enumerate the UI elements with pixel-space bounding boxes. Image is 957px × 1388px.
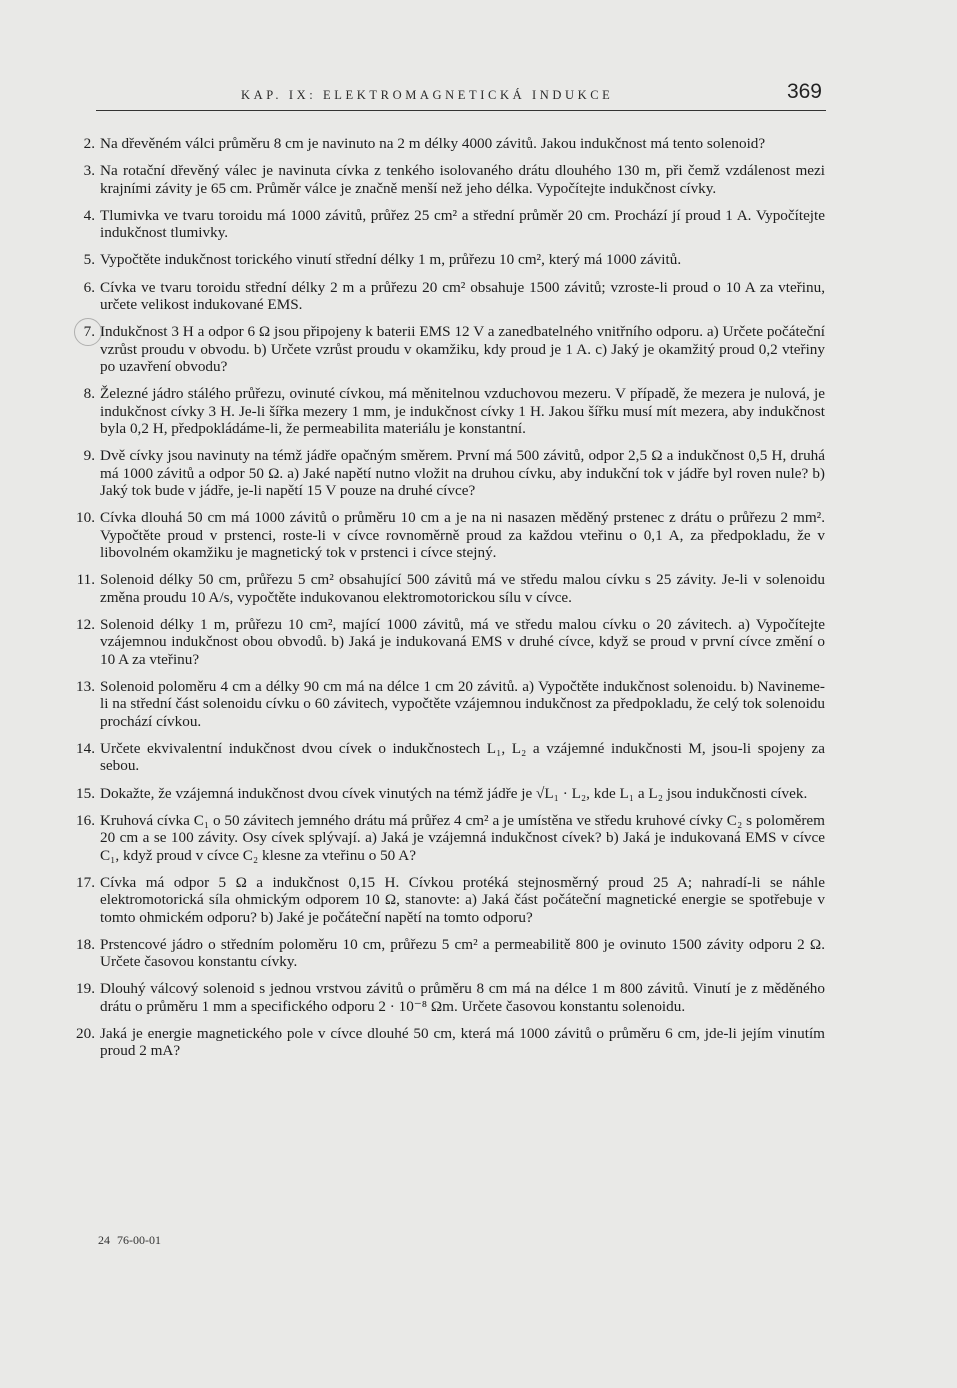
- page-header: [96, 80, 826, 111]
- problem-list: [70, 135, 825, 1070]
- printer-signature: 24 76-00-01: [98, 1233, 161, 1247]
- problem-text: Cívka dlouhá 50 cm má 1000 závitů o průměru 10 cm a je na ni nasazen měděný prstenec z drátu o průřezu 2 mm². Vypočtěte proud v prstenci, roste-li v cívce rovnoměrně proud za každou vteřinu o 0,1 A, za předpokladu, že v libovolném okamžiku je magnetický tok v prstenci i cívce stejný.: [100, 509, 825, 562]
- problem-text: Indukčnost 3 H a odpor 6 Ω jsou připojeny k baterii EMS 12 V a zanedbatelného vnitřního odporu. a) Určete počáteční vzrůst proudu v obvodu. b) Určete vzrůst proudu v okamžiku, kdy proud je 1 A. c) Jaký je okamžitý proud 0,2 vteřiny po uzavření obvodu?: [100, 323, 825, 376]
- problem-number: 16.: [76, 811, 95, 829]
- problem-text: Vypočtěte indukčnost torického vinutí střední délky 1 m, průřezu 10 cm², který má 1000 závitů.: [100, 251, 682, 269]
- problem-number: 18.: [76, 935, 95, 953]
- problem-text: Solenoid poloměru 4 cm a délky 90 cm má na délce 1 cm 20 závitů. a) Vypočtěte indukčnost solenoidu. b) Navineme-li na střední část solenoidu cívku o 60 závitech, vypočtěte vzájemnou indukčnost za předpokladu, že celý tok solenoidu prochází cívkou.: [100, 677, 825, 730]
- problem-item: [70, 385, 825, 437]
- problem-item: [70, 135, 825, 152]
- problem-item: [70, 1025, 825, 1060]
- problem-text: Dlouhý válcový solenoid s jednou vrstvou závitů o průměru 8 cm má na délce 1 m 800 závitů. Vinutí je z měděného drátu o průměru 1 mm a specifického odporu 2 · 10⁻⁸ Ωm. Určete časovou konstantu solenoidu.: [100, 980, 825, 1015]
- problem-text: Solenoid délky 50 cm, průřezu 5 cm² obsahující 500 závitů má ve středu malou cívku s 25 závity. Je-li v solenoidu změna proudu 10 A/s, vypočtěte indukovanou elektromotorickou sílu v cívce.: [100, 571, 825, 606]
- problem-number: 15.: [76, 784, 95, 802]
- problem-item: [70, 251, 825, 268]
- problem-item: [70, 936, 825, 971]
- problem-number: 6.: [83, 278, 95, 296]
- problem-text: Železné jádro stálého průřezu, ovinuté cívkou, má měnitelnou vzduchovou mezeru. V případě, že mezera je nulová, je indukčnost cívky 3 H. Je-li šířka mezery 1 mm, je indukčnost cívky 1 H. Jakou šířku musí mít mezera, aby indukčnost byla 0,2 H, předpokládáme-li, že permeabilita materiálu je konstantní.: [100, 385, 825, 438]
- problem-number: 5.: [83, 251, 95, 269]
- problem-text: Cívka ve tvaru toroidu střední délky 2 m a průřezu 20 cm² obsahuje 1500 závitů; vzroste-li proud o 10 A za vteřinu, určete velikost indukované EMS.: [100, 278, 825, 314]
- problem-item: [70, 162, 825, 197]
- problem-text: Tlumivka ve tvaru toroidu má 1000 závitů, průřez 25 cm² a střední průměr 20 cm. Prochází jí proud 1 A. Vypočítejte indukčnost tlumivky.: [100, 206, 825, 242]
- problem-text: Cívka má odpor 5 Ω a indukčnost 0,15 H. Cívkou protéká stejnosměrný proud 25 A; nahradí-li se náhle elektromotorická síla ohmickým odporem 10 Ω, stanovte: a) Jaká část počáteční magnetické energie se spotřebuje v tomto ohmickém odporu? b) Jaké je počáteční napětí na tomto odporu?: [100, 873, 825, 926]
- problem-item: [70, 323, 825, 375]
- problem-text: Na dřevěném válci průměru 8 cm je navinuto na 2 m délky 4000 závitů. Jakou indukčnost má tento solenoid?: [100, 135, 766, 152]
- problem-number: 11.: [76, 571, 95, 589]
- problem-text: Určete ekvivalentní indukčnost dvou cívek o indukčnostech L₁, L₂ a vzájemné indukčnosti M, jsou-li spojeny za sebou.: [100, 739, 825, 775]
- problem-item: [70, 616, 825, 668]
- problem-item: [70, 740, 825, 775]
- problem-number: 19.: [76, 980, 95, 998]
- problem-number: 9.: [83, 447, 95, 465]
- problem-text: Solenoid délky 1 m, průřezu 10 cm², mající 1000 závitů, má ve středu malou cívku o 20 závitech. a) Vypočítejte vzájemnou indukčnost obou obvodů. b) Jaká je indukovaná EMS v druhé cívce, když se proud v první cívce změní o 10 A za vteřinu?: [100, 615, 825, 668]
- problem-number: 12.: [76, 615, 95, 633]
- problem-number: 2.: [83, 135, 95, 152]
- problem-number: 20.: [76, 1025, 95, 1042]
- problem-item: [70, 447, 825, 499]
- problem-item: [70, 509, 825, 561]
- problem-item: [70, 785, 825, 802]
- problem-item: [70, 812, 825, 864]
- problem-number: 7.: [83, 323, 95, 341]
- problem-item: [70, 279, 825, 314]
- problem-number: 13.: [76, 677, 95, 695]
- problem-item: [70, 207, 825, 242]
- page-number: 369: [786, 80, 822, 103]
- problem-number: 4.: [83, 206, 95, 224]
- problem-text: Prstencové jádro o středním poloměru 10 cm, průřezu 5 cm² a permeabilitě 800 je ovinuto 1500 závity odporu 2 Ω. Určete časovou konstantu cívky.: [100, 935, 825, 971]
- problem-item: [70, 571, 825, 606]
- running-head: KAP. IX: ELEKTROMAGNETICKÁ INDUKCE: [241, 88, 614, 102]
- problem-item: [70, 678, 825, 730]
- problem-text: Dokažte, že vzájemná indukčnost dvou cívek vinutých na témž jádře je √L₁ · L₂, kde L₁ a L₂ jsou indukčnosti cívek.: [100, 784, 808, 802]
- problem-item: [70, 980, 825, 1015]
- problem-number: 17.: [76, 873, 95, 891]
- problem-number: 14.: [76, 739, 95, 757]
- problem-text: Dvě cívky jsou navinuty na témž jádře opačným směrem. První má 500 závitů, odpor 2,5 Ω a indukčnost 0,5 H, druhá má 1000 závitů a odpor 50 Ω. a) Jaké napětí nutno vložit na druhou cívku, aby indukční tok v jádře byl roven nule? b) Jaký tok bude v jádře, je-li napětí 15 V pouze na druhé cívce?: [100, 447, 825, 500]
- problem-number: 10.: [76, 509, 95, 527]
- problem-number: 3.: [83, 162, 95, 180]
- problem-text: Jaká je energie magnetického pole v cívce dlouhé 50 cm, která má 1000 závitů o průměru 6 cm, jde-li jejím vinutím proud 2 mA?: [100, 1025, 825, 1060]
- problem-number: 8.: [83, 385, 95, 403]
- problem-text: Na rotační dřevěný válec je navinuta cívka z tenkého isolovaného drátu dlouhého 130 m, při čemž vzdálenost mezi krajními závity je 65 cm. Průměr válce je značně menší než jeho délka. Vypočítejte indukčnost cívky.: [100, 162, 825, 197]
- problem-text: Kruhová cívka C₁ o 50 závitech jemného drátu má průřez 4 cm² a je umístěna ve středu kruhové cívky C₂ s poloměrem 20 cm a se 100 závity. Osy cívek splývají. a) Jaká je vzájemná indukčnost cívek? b) Jaká je indukovaná EMS v cívce C₁, když proud v cívce C₂ klesne za vteřinu o 50 A?: [100, 811, 825, 864]
- problem-item: [70, 874, 825, 926]
